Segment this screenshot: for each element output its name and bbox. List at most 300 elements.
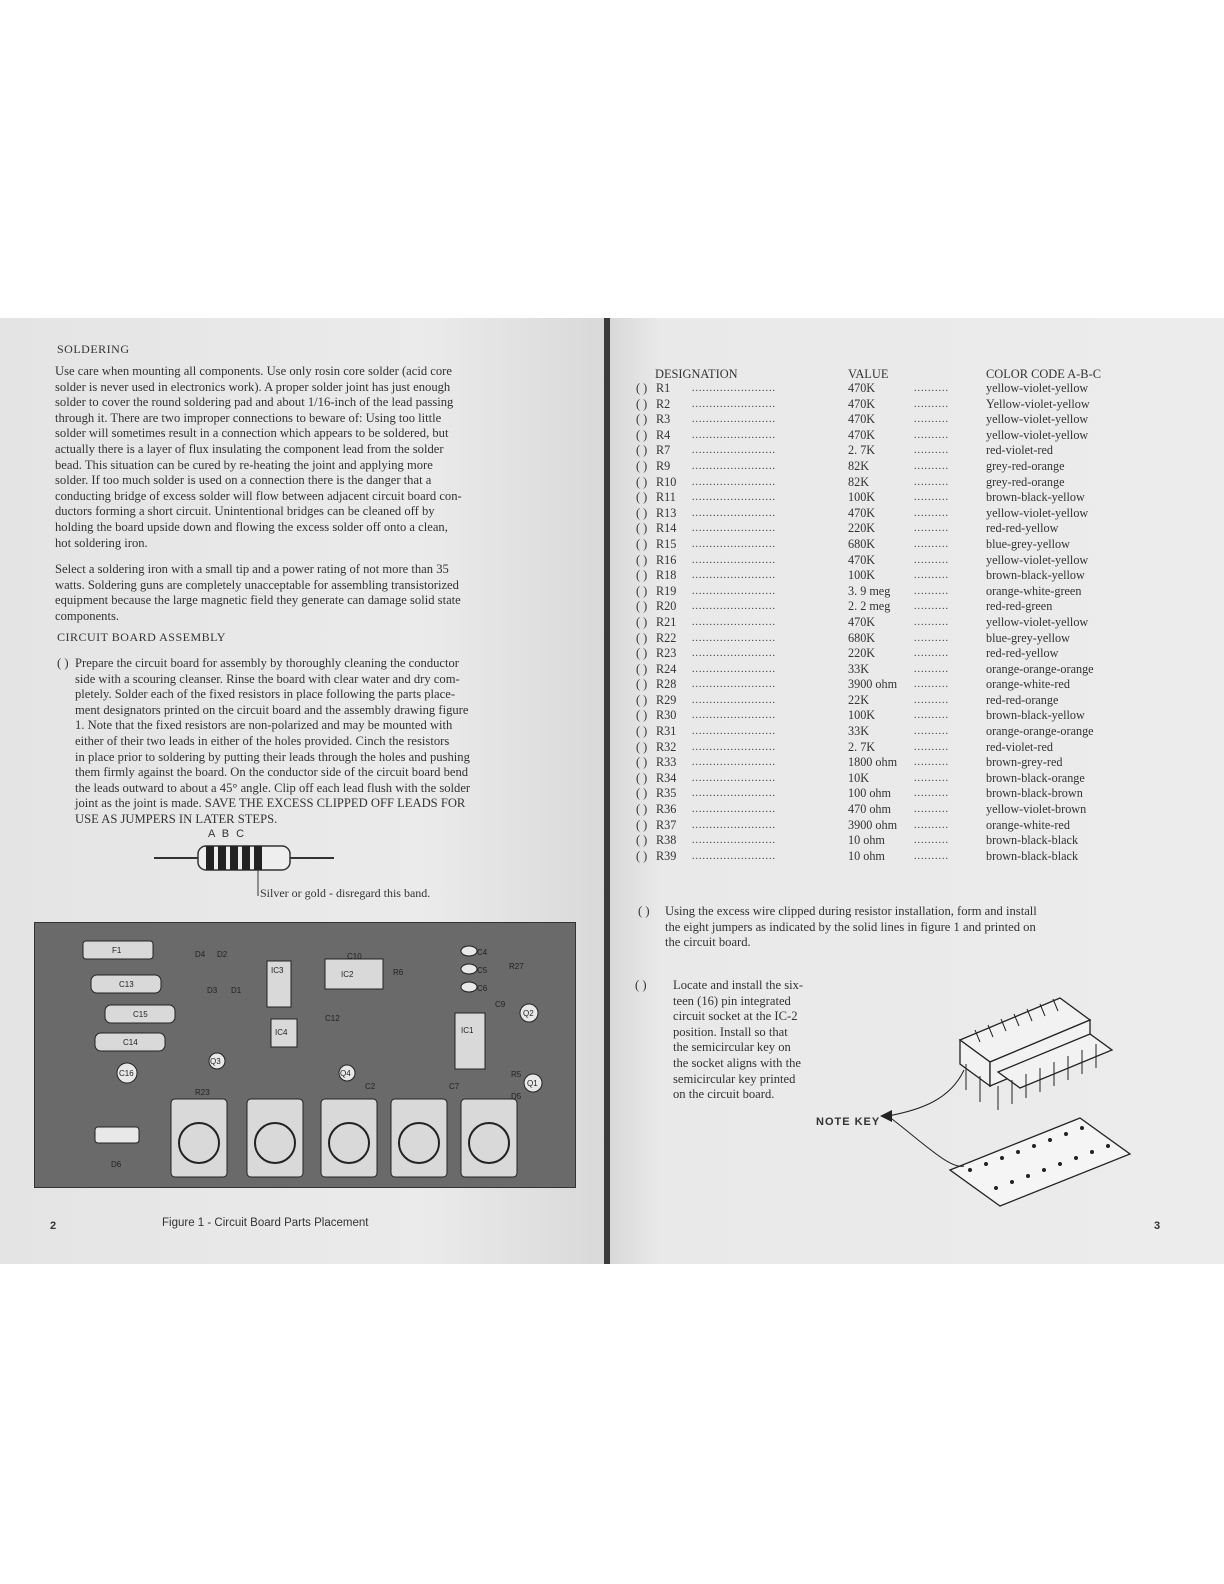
resistor-row bbox=[636, 521, 1156, 537]
designation-cell: R28 bbox=[656, 677, 677, 692]
leader-dots: ........................ bbox=[692, 414, 776, 426]
text-line: holding the board upside down and flowing the excess solder off onto a clean, bbox=[55, 519, 448, 534]
leader-dots: ........................ bbox=[692, 804, 776, 816]
text-line: them firmly against the board. On the conductor side of the circuit board bend bbox=[75, 765, 469, 780]
board-label: IC1 bbox=[461, 1026, 474, 1035]
designation-cell: R35 bbox=[656, 786, 677, 801]
text-line: the socket aligns with the bbox=[673, 1055, 802, 1070]
designation-cell: R31 bbox=[656, 724, 677, 739]
soldering-heading: SOLDERING bbox=[57, 342, 130, 356]
row-checkbox[interactable]: ( ) bbox=[636, 396, 648, 411]
circuit-board-drawing bbox=[35, 923, 575, 1187]
leader-dots: ........................ bbox=[692, 648, 776, 660]
leader-dots: ........................ bbox=[692, 460, 776, 472]
row-checkbox[interactable]: ( ) bbox=[636, 427, 648, 442]
leader-dots: ........................ bbox=[692, 741, 776, 753]
color-code-cell: yellow-violet-yellow bbox=[986, 614, 1089, 629]
row-checkbox[interactable]: ( ) bbox=[636, 568, 648, 583]
leader-dots: .......... bbox=[914, 616, 949, 628]
board-label: Q2 bbox=[523, 1009, 534, 1018]
color-code-cell: orange-white-red bbox=[986, 677, 1070, 692]
jumpers-step bbox=[638, 904, 1138, 954]
resistor-row bbox=[636, 428, 1156, 444]
value-cell: 220K bbox=[848, 646, 876, 661]
leader-dots: .......... bbox=[914, 585, 949, 597]
row-checkbox[interactable]: ( ) bbox=[636, 630, 648, 645]
text-line: either of their two leads in either of the holes provided. Cinch the resistors bbox=[75, 733, 450, 748]
designation-cell: R29 bbox=[656, 692, 677, 707]
value-cell: 470K bbox=[848, 427, 876, 442]
resistor-row bbox=[636, 537, 1156, 553]
row-checkbox[interactable]: ( ) bbox=[636, 646, 648, 661]
row-checkbox[interactable]: ( ) bbox=[636, 677, 648, 692]
color-code-cell: orange-orange-orange bbox=[986, 661, 1094, 676]
board-label: C2 bbox=[365, 1082, 376, 1091]
designation-cell: R34 bbox=[656, 770, 677, 785]
value-cell: 82K bbox=[848, 458, 869, 473]
resistor-row bbox=[636, 615, 1156, 631]
designation-cell: R30 bbox=[656, 708, 677, 723]
color-code-cell: blue-grey-yellow bbox=[986, 536, 1070, 551]
color-code-cell: yellow-violet-yellow bbox=[986, 412, 1089, 427]
designation-cell: R10 bbox=[656, 474, 677, 489]
board-label: D3 bbox=[207, 986, 218, 995]
leader-dots: .......... bbox=[914, 398, 949, 410]
row-checkbox[interactable]: ( ) bbox=[636, 724, 648, 739]
value-cell: 10K bbox=[848, 770, 869, 785]
text-line: bead. This situation can be cured by re-heating the joint and applying more bbox=[55, 457, 433, 472]
value-cell: 470K bbox=[848, 412, 876, 427]
leader-dots: ........................ bbox=[692, 788, 776, 800]
text-line: Locate and install the six- bbox=[673, 978, 804, 992]
band-labels: A B C bbox=[208, 828, 247, 840]
ic-socket-step bbox=[635, 978, 835, 1108]
row-checkbox[interactable]: ( ) bbox=[636, 786, 648, 801]
leader-dots: ........................ bbox=[692, 679, 776, 691]
designation-cell: R39 bbox=[656, 848, 677, 863]
resistor-row bbox=[636, 490, 1156, 506]
leader-dots: ........................ bbox=[692, 554, 776, 566]
text-line: ductors forming a short circuit. Unintentional bridges can be cleaned off by bbox=[55, 504, 435, 519]
color-code-cell: red-violet-red bbox=[986, 443, 1053, 458]
text-line: Prepare the circuit board for assembly by thoroughly cleaning the conductor bbox=[75, 656, 459, 670]
leader-dots: ........................ bbox=[692, 492, 776, 504]
leader-dots: ........................ bbox=[692, 398, 776, 410]
leader-dots: .......... bbox=[914, 757, 949, 769]
value-cell: 100K bbox=[848, 708, 876, 723]
value-cell: 470K bbox=[848, 505, 876, 520]
color-code-cell: brown-black-brown bbox=[986, 786, 1083, 801]
color-code-cell: yellow-violet-yellow bbox=[986, 427, 1089, 442]
text-line: the circuit board. bbox=[665, 935, 751, 950]
text-line: Using the excess wire clipped during resistor installation, form and install bbox=[665, 904, 1037, 918]
leader-dots: .......... bbox=[914, 804, 949, 816]
circuit-board-figure bbox=[34, 922, 576, 1188]
designation-cell: R2 bbox=[656, 396, 671, 411]
circuit-board-assembly-heading: CIRCUIT BOARD ASSEMBLY bbox=[57, 630, 226, 644]
row-checkbox[interactable]: ( ) bbox=[636, 521, 648, 536]
designation-cell: R36 bbox=[656, 802, 677, 817]
leader-dots: ........................ bbox=[692, 523, 776, 535]
text-line: position. Install so that bbox=[673, 1024, 788, 1039]
soldering-paragraph-2 bbox=[55, 562, 575, 624]
row-checkbox[interactable]: ( ) bbox=[636, 614, 648, 629]
resistor-row bbox=[636, 818, 1156, 834]
designation-cell: R23 bbox=[656, 646, 677, 661]
leader-dots: .......... bbox=[914, 632, 949, 644]
step-text bbox=[665, 904, 1138, 951]
board-label: C9 bbox=[495, 1000, 506, 1009]
color-code-cell: yellow-violet-yellow bbox=[986, 552, 1089, 567]
row-checkbox[interactable]: ( ) bbox=[636, 474, 648, 489]
leader-dots: ........................ bbox=[692, 570, 776, 582]
value-cell: 2. 2 meg bbox=[848, 599, 891, 614]
value-cell: 100 ohm bbox=[848, 786, 891, 801]
resistor-table bbox=[636, 381, 1156, 864]
designation-cell: R19 bbox=[656, 583, 677, 598]
resistor-row bbox=[636, 662, 1156, 678]
leader-dots: .......... bbox=[914, 492, 949, 504]
text-line: ment designators printed on the circuit board and the assembly drawing figure bbox=[75, 702, 469, 717]
board-label: C14 bbox=[123, 1038, 138, 1047]
designation-cell: R13 bbox=[656, 505, 677, 520]
resistor-row bbox=[636, 475, 1156, 491]
row-checkbox[interactable]: ( ) bbox=[636, 599, 648, 614]
page-number-right: 3 bbox=[1154, 1220, 1161, 1232]
board-label: C16 bbox=[119, 1069, 134, 1078]
leader-dots: .......... bbox=[914, 476, 949, 488]
ic-socket-illustration bbox=[880, 990, 1160, 1240]
value-cell: 33K bbox=[848, 724, 869, 739]
board-label: D2 bbox=[217, 950, 228, 959]
board-label: D4 bbox=[195, 950, 206, 959]
value-cell: 33K bbox=[848, 661, 869, 676]
text-line: hot soldering iron. bbox=[55, 535, 148, 550]
value-cell: 3. 9 meg bbox=[848, 583, 891, 598]
leader-dots: ........................ bbox=[692, 538, 776, 550]
leader-dots: .......... bbox=[914, 710, 949, 722]
designation-cell: R3 bbox=[656, 412, 671, 427]
board-label: C7 bbox=[449, 1082, 460, 1091]
leader-dots: .......... bbox=[914, 663, 949, 675]
leader-dots: .......... bbox=[914, 648, 949, 660]
color-code-cell: yellow-violet-yellow bbox=[986, 505, 1089, 520]
prepare-board-step bbox=[57, 656, 577, 836]
color-code-cell: Yellow-violet-yellow bbox=[986, 396, 1090, 411]
color-code-cell: orange-orange-orange bbox=[986, 724, 1094, 739]
designation-cell: R16 bbox=[656, 552, 677, 567]
value-cell: 1800 ohm bbox=[848, 755, 898, 770]
board-label: C13 bbox=[119, 980, 134, 989]
designation-cell: R14 bbox=[656, 521, 677, 536]
page-number-left: 2 bbox=[50, 1220, 57, 1232]
board-label: C10 bbox=[347, 952, 362, 961]
designation-cell: R33 bbox=[656, 755, 677, 770]
leader-dots: .......... bbox=[914, 460, 949, 472]
text-line: watts. Soldering guns are completely unacceptable for assembling transistorized bbox=[55, 577, 459, 592]
leader-dots: ........................ bbox=[692, 616, 776, 628]
resistor-row bbox=[636, 833, 1156, 849]
row-checkbox[interactable]: ( ) bbox=[636, 817, 648, 832]
resistor-row bbox=[636, 584, 1156, 600]
row-checkbox[interactable]: ( ) bbox=[636, 443, 648, 458]
leader-dots: .......... bbox=[914, 601, 949, 613]
resistor-row bbox=[636, 646, 1156, 662]
leader-dots: .......... bbox=[914, 726, 949, 738]
color-code-cell: red-red-orange bbox=[986, 692, 1059, 707]
leader-dots: ........................ bbox=[692, 383, 776, 394]
leader-dots: ........................ bbox=[692, 850, 776, 862]
resistor-row bbox=[636, 771, 1156, 787]
value-cell: 470K bbox=[848, 381, 876, 395]
figure-caption: Figure 1 - Circuit Board Parts Placement bbox=[162, 1217, 369, 1229]
color-code-cell: blue-grey-yellow bbox=[986, 630, 1070, 645]
value-cell: 82K bbox=[848, 474, 869, 489]
value-cell: 100K bbox=[848, 568, 876, 583]
color-code-cell: orange-white-red bbox=[986, 817, 1070, 832]
board-label: Q4 bbox=[340, 1069, 351, 1078]
leader-dots: .......... bbox=[914, 679, 949, 691]
board-label: F1 bbox=[112, 946, 122, 955]
leader-dots: ........................ bbox=[692, 601, 776, 613]
step-checkbox[interactable]: ( ) bbox=[57, 656, 69, 670]
color-code-cell: yellow-violet-yellow bbox=[986, 381, 1089, 395]
resistor-row bbox=[636, 740, 1156, 756]
row-checkbox[interactable]: ( ) bbox=[636, 381, 648, 395]
leader-dots: .......... bbox=[914, 819, 949, 831]
resistor-row bbox=[636, 553, 1156, 569]
board-label: R5 bbox=[511, 1070, 522, 1079]
value-cell: 3900 ohm bbox=[848, 817, 898, 832]
value-cell: 470K bbox=[848, 396, 876, 411]
board-label: C15 bbox=[133, 1010, 148, 1019]
resistor-row bbox=[636, 631, 1156, 647]
text-line: the semicircular key on bbox=[673, 1040, 791, 1055]
row-checkbox[interactable]: ( ) bbox=[636, 661, 648, 676]
resistor-row bbox=[636, 802, 1156, 818]
leader-dots: .......... bbox=[914, 429, 949, 441]
leader-dots: ........................ bbox=[692, 726, 776, 738]
leader-dots: ........................ bbox=[692, 507, 776, 519]
row-checkbox[interactable]: ( ) bbox=[636, 848, 648, 863]
leader-dots: ........................ bbox=[692, 585, 776, 597]
row-checkbox[interactable]: ( ) bbox=[636, 802, 648, 817]
color-code-cell: red-red-yellow bbox=[986, 521, 1059, 536]
leader-dots: .......... bbox=[914, 570, 949, 582]
resistor-row bbox=[636, 724, 1156, 740]
designation-cell: R9 bbox=[656, 458, 671, 473]
designation-cell: R11 bbox=[656, 490, 676, 505]
color-code-cell: orange-white-green bbox=[986, 583, 1082, 598]
band-note: Silver or gold - disregard this band. bbox=[260, 886, 431, 900]
leader-dots: .......... bbox=[914, 383, 949, 394]
color-code-cell: brown-black-black bbox=[986, 833, 1079, 848]
text-line: the leads outward to about a 45° angle. Clip off each lead flush with the solder bbox=[75, 780, 471, 795]
designation-cell: R1 bbox=[656, 381, 671, 395]
color-code-cell: red-violet-red bbox=[986, 739, 1053, 754]
leader-dots: .......... bbox=[914, 554, 949, 566]
designation-cell: R22 bbox=[656, 630, 677, 645]
text-line: components. bbox=[55, 608, 120, 623]
text-line: 1. Note that the fixed resistors are non-polarized and may be mounted with bbox=[75, 718, 453, 733]
row-checkbox[interactable]: ( ) bbox=[636, 458, 648, 473]
text-line: joint as the joint is made. SAVE THE EXCESS CLIPPED OFF LEADS FOR bbox=[75, 796, 466, 811]
leader-dots: ........................ bbox=[692, 476, 776, 488]
leader-dots: .......... bbox=[914, 741, 949, 753]
resistor-row bbox=[636, 568, 1156, 584]
text-line: actually there is a layer of flux insulating the component lead from the solder bbox=[55, 441, 444, 456]
resistor-row bbox=[636, 849, 1156, 865]
resistor-row bbox=[636, 459, 1156, 475]
designation-cell: R15 bbox=[656, 536, 677, 551]
resistor-row bbox=[636, 693, 1156, 709]
row-checkbox[interactable]: ( ) bbox=[636, 583, 648, 598]
board-label: C6 bbox=[477, 984, 488, 993]
row-checkbox[interactable]: ( ) bbox=[636, 412, 648, 427]
row-checkbox[interactable]: ( ) bbox=[636, 552, 648, 567]
resistor-row bbox=[636, 786, 1156, 802]
designation-cell: R21 bbox=[656, 614, 677, 629]
leader-dots: .......... bbox=[914, 507, 949, 519]
leader-dots: ........................ bbox=[692, 632, 776, 644]
leader-dots: ........................ bbox=[692, 710, 776, 722]
leader-dots: .......... bbox=[914, 694, 949, 706]
row-checkbox[interactable]: ( ) bbox=[636, 490, 648, 505]
board-label: IC3 bbox=[271, 966, 284, 975]
note-key-label: NOTE KEY bbox=[816, 1116, 881, 1128]
board-label: Q3 bbox=[210, 1057, 221, 1066]
resistor-row bbox=[636, 381, 1156, 397]
text-line: Use care when mounting all components. Use only rosin core solder (acid core bbox=[55, 364, 452, 378]
value-header: VALUE bbox=[848, 367, 889, 381]
row-checkbox[interactable]: ( ) bbox=[636, 770, 648, 785]
row-checkbox[interactable]: ( ) bbox=[636, 739, 648, 754]
color-code-cell: brown-black-yellow bbox=[986, 708, 1085, 723]
row-checkbox[interactable]: ( ) bbox=[636, 708, 648, 723]
leader-dots: .......... bbox=[914, 523, 949, 535]
leader-dots: .......... bbox=[914, 445, 949, 457]
value-cell: 2. 7K bbox=[848, 443, 876, 458]
color-code-cell: grey-red-orange bbox=[986, 474, 1065, 489]
text-line: solder to cover the round soldering pad and about 1/16-inch of the lead passing bbox=[55, 395, 454, 410]
board-label: Q1 bbox=[527, 1079, 538, 1088]
board-label: R27 bbox=[509, 962, 524, 971]
color-code-cell: brown-black-orange bbox=[986, 770, 1085, 785]
designation-cell: R18 bbox=[656, 568, 677, 583]
text-line: the eight jumpers as indicated by the solid lines in figure 1 and printed on bbox=[665, 919, 1036, 934]
row-checkbox[interactable]: ( ) bbox=[636, 755, 648, 770]
step-checkbox[interactable]: ( ) bbox=[635, 978, 647, 992]
step-text bbox=[75, 656, 577, 828]
designation-cell: R37 bbox=[656, 817, 677, 832]
leader-dots: ........................ bbox=[692, 772, 776, 784]
color-code-cell: red-red-yellow bbox=[986, 646, 1059, 661]
step-checkbox[interactable]: ( ) bbox=[638, 904, 650, 918]
value-cell: 680K bbox=[848, 630, 876, 645]
text-line: conducting bridge of excess solder will flow between adjacent circuit board con- bbox=[55, 488, 462, 503]
board-label: C5 bbox=[477, 966, 488, 975]
leader-dots: ........................ bbox=[692, 835, 776, 847]
text-line: equipment because the large magnetic field they generate can damage solid state bbox=[55, 593, 461, 608]
leader-dots: ........................ bbox=[692, 445, 776, 457]
leader-dots: ........................ bbox=[692, 429, 776, 441]
text-line: on the circuit board. bbox=[673, 1087, 775, 1102]
board-label: R23 bbox=[195, 1088, 210, 1097]
soldering-paragraph-1 bbox=[55, 364, 575, 551]
leader-dots: .......... bbox=[914, 772, 949, 784]
board-label: D5 bbox=[511, 1092, 522, 1101]
value-cell: 3900 ohm bbox=[848, 677, 898, 692]
resistor-row bbox=[636, 443, 1156, 459]
value-cell: 470 ohm bbox=[848, 802, 891, 817]
row-checkbox[interactable]: ( ) bbox=[636, 833, 648, 848]
text-line: USE AS JUMPERS IN LATER STEPS. bbox=[75, 811, 278, 826]
value-cell: 470K bbox=[848, 614, 876, 629]
board-label: C12 bbox=[325, 1014, 340, 1023]
color-code-header: COLOR CODE A-B-C bbox=[986, 367, 1101, 381]
value-cell: 10 ohm bbox=[848, 833, 885, 848]
row-checkbox[interactable]: ( ) bbox=[636, 536, 648, 551]
value-cell: 470K bbox=[848, 552, 876, 567]
leader-dots: .......... bbox=[914, 850, 949, 862]
resistor-row bbox=[636, 677, 1156, 693]
value-cell: 22K bbox=[848, 692, 869, 707]
value-cell: 100K bbox=[848, 490, 876, 505]
leader-dots: ........................ bbox=[692, 663, 776, 675]
text-line: solder is never used in electronics work). A proper solder joint has just enough bbox=[55, 379, 451, 394]
resistor-row bbox=[636, 506, 1156, 522]
board-label: C4 bbox=[477, 948, 488, 957]
value-cell: 2. 7K bbox=[848, 739, 876, 754]
board-label: IC4 bbox=[275, 1028, 288, 1037]
color-code-cell: brown-black-yellow bbox=[986, 490, 1085, 505]
row-checkbox[interactable]: ( ) bbox=[636, 505, 648, 520]
value-cell: 680K bbox=[848, 536, 876, 551]
row-checkbox[interactable]: ( ) bbox=[636, 692, 648, 707]
color-code-cell: brown-black-yellow bbox=[986, 568, 1085, 583]
color-code-cell: grey-red-orange bbox=[986, 458, 1065, 473]
text-line: solder will sometimes result in a connection which appears to be soldered, but bbox=[55, 426, 449, 441]
leader-dots: .......... bbox=[914, 414, 949, 426]
step-text bbox=[673, 978, 835, 1103]
resistor-row bbox=[636, 599, 1156, 615]
leader-dots: ........................ bbox=[692, 757, 776, 769]
leader-dots: .......... bbox=[914, 835, 949, 847]
text-line: teen (16) pin integrated bbox=[673, 993, 791, 1008]
resistor-row bbox=[636, 397, 1156, 413]
leader-dots: ........................ bbox=[692, 694, 776, 706]
value-cell: 10 ohm bbox=[848, 848, 885, 863]
leader-dots: .......... bbox=[914, 788, 949, 800]
color-code-cell: red-red-green bbox=[986, 599, 1053, 614]
text-line: through it. There are two improper connections to beware of: Using too little bbox=[55, 410, 442, 425]
board-label: R6 bbox=[393, 968, 404, 977]
designation-header: DESIGNATION bbox=[655, 367, 738, 381]
value-cell: 220K bbox=[848, 521, 876, 536]
text-line: side with a scouring cleanser. Rinse the board with clear water and dry com- bbox=[75, 671, 460, 686]
designation-cell: R38 bbox=[656, 833, 677, 848]
leader-dots: .......... bbox=[914, 538, 949, 550]
text-line: in place prior to soldering by putting their leads through the holes and pushing bbox=[75, 749, 470, 764]
text-line: Select a soldering iron with a small tip and a power rating of not more than 35 bbox=[55, 562, 449, 576]
resistor-row bbox=[636, 708, 1156, 724]
designation-cell: R4 bbox=[656, 427, 671, 442]
text-line: pletely. Solder each of the fixed resistors in place following the parts place- bbox=[75, 687, 456, 702]
board-label: D1 bbox=[231, 986, 242, 995]
board-label: IC2 bbox=[341, 970, 354, 979]
text-line: solder. If too much solder is used on a connection there is the danger that a bbox=[55, 473, 432, 488]
color-code-cell: brown-black-black bbox=[986, 848, 1079, 863]
